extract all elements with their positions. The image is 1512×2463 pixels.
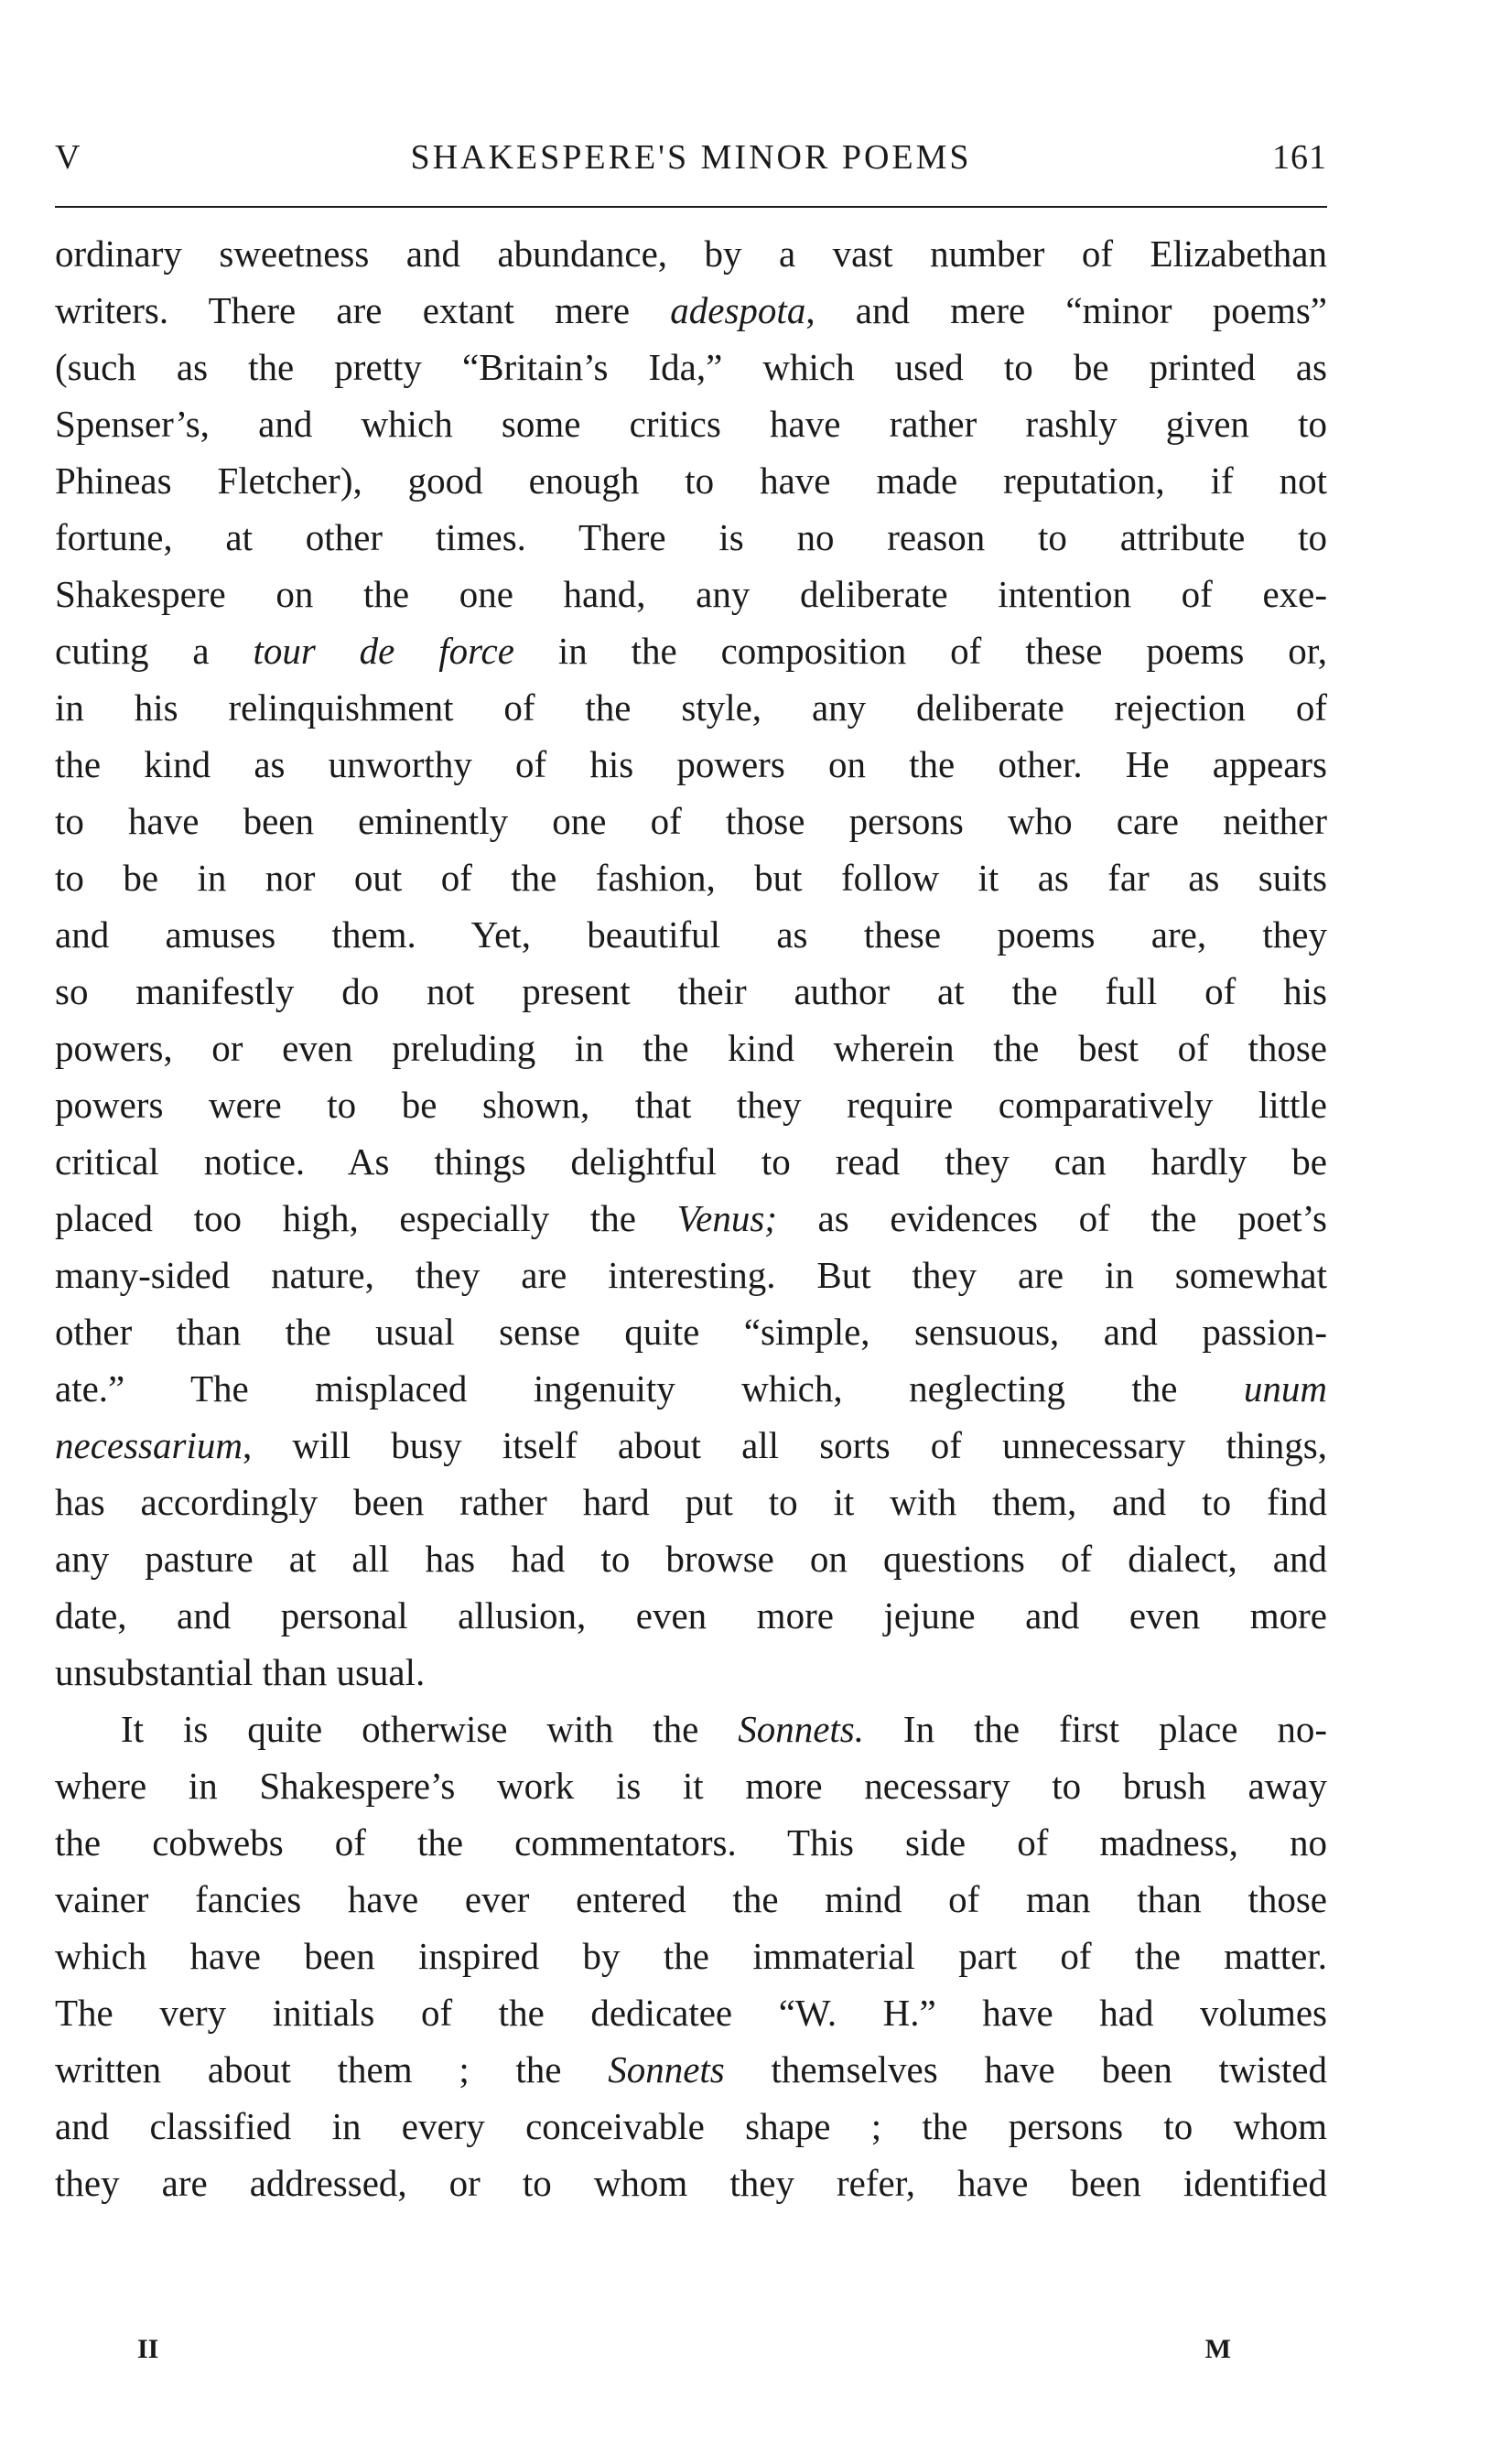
text-line: [55, 736, 1327, 793]
text-line: [55, 1474, 1327, 1530]
italic-phrase: Sonnets.: [738, 1708, 865, 1750]
text-line: [55, 395, 1327, 452]
text-run: , and mere “minor poems”: [805, 289, 1328, 331]
text-run: other than the usual sense quite “simple, sensuous, and passion-: [55, 1311, 1327, 1353]
text-line: [55, 1644, 1327, 1701]
book-page: [55, 0, 1327, 2463]
text-line: [55, 1417, 1327, 1474]
text-run: fortune, at other times. There is no reason to attribute to: [55, 516, 1327, 558]
text-run: the cobwebs of the commentators. This side of madness, no: [55, 1821, 1327, 1863]
text-line: [55, 679, 1327, 736]
page-number: 161: [1272, 138, 1327, 177]
text-line: [55, 1984, 1327, 2041]
text-line: [55, 2098, 1327, 2155]
text-line: [55, 1303, 1327, 1360]
italic-phrase: Sonnets: [608, 2048, 725, 2090]
text-run: vainer fancies have ever entered the mind of man than those: [55, 1878, 1327, 1920]
text-run: placed too high, especially the: [55, 1197, 677, 1239]
text-run: unsubstantial than usual.: [55, 1651, 426, 1693]
text-run: writers. There are extant mere: [55, 289, 671, 331]
text-line: [55, 1133, 1327, 1190]
text-line: [55, 1076, 1327, 1133]
text-line: [55, 1701, 1327, 1757]
text-run: many-sided nature, they are interesting. But they are in somewhat: [55, 1254, 1327, 1296]
text-run: and classified in every conceivable shape ; the persons to whom: [55, 2105, 1327, 2147]
text-run: to have been eminently one of those persons who care neither: [55, 800, 1327, 842]
text-run: as evidences of the poet’s: [776, 1197, 1327, 1239]
text-line: [55, 339, 1327, 395]
signature-mark-right: M: [1204, 2334, 1231, 2364]
text-run: any pasture at all has had to browse on questions of dialect, and: [55, 1538, 1327, 1580]
text-line: [55, 1360, 1327, 1417]
italic-phrase: tour de force: [253, 630, 514, 672]
text-line: [55, 1757, 1327, 1814]
text-run: to be in nor out of the fashion, but follow it as far as suits: [55, 857, 1327, 899]
chapter-number: V: [55, 138, 83, 177]
italic-phrase: adespota: [670, 289, 806, 331]
text-line: [55, 282, 1327, 339]
text-line: [55, 1530, 1327, 1587]
text-line: [55, 225, 1327, 282]
text-run: Spenser’s, and which some critics have rather rashly given to: [55, 403, 1327, 445]
text-line: [55, 1928, 1327, 1984]
text-line: [55, 1587, 1327, 1644]
text-run: in his relinquishment of the style, any deliberate rejection of: [55, 686, 1327, 729]
text-line: [55, 1020, 1327, 1076]
running-title: SHAKESPERE'S MINOR POEMS: [410, 138, 972, 177]
text-run: The very initials of the dedicatee “W. H.” have had volumes: [55, 1992, 1327, 2034]
text-line: [55, 2155, 1327, 2211]
text-line: [55, 1871, 1327, 1928]
text-run: It is quite otherwise with the: [121, 1708, 739, 1750]
text-run: powers, or even preluding in the kind wherein the best of those: [55, 1027, 1327, 1069]
text-run: the kind as unworthy of his powers on the other. He appears: [55, 743, 1327, 785]
text-run: powers were to be shown, that they require comparatively little: [55, 1084, 1327, 1126]
text-run: Shakespere on the one hand, any deliberate intention of exe-: [55, 573, 1327, 615]
text-run: has accordingly been rather hard put to it with them, and to find: [55, 1481, 1327, 1523]
text-run: date, and personal allusion, even more jejune and even more: [55, 1594, 1327, 1637]
page-footer: [55, 2334, 1327, 2371]
text-run: critical notice. As things delightful to read they can hardly be: [55, 1140, 1327, 1183]
signature-mark-left: II: [137, 2334, 159, 2364]
header-rule: [55, 206, 1327, 208]
text-run: ate.” The misplaced ingenuity which, neglecting the: [55, 1367, 1244, 1410]
text-run: themselves have been twisted: [724, 2048, 1327, 2090]
italic-phrase: Venus;: [676, 1197, 777, 1239]
text-line: [55, 1247, 1327, 1303]
body-text: [55, 225, 1327, 2211]
text-line: [55, 963, 1327, 1020]
text-run: (such as the pretty “Britain’s Ida,” which used to be printed as: [55, 346, 1327, 388]
text-run: which have been inspired by the immaterial part of the matter.: [55, 1935, 1327, 1977]
text-line: [55, 793, 1327, 849]
running-head: [55, 137, 1327, 181]
text-line: [55, 509, 1327, 566]
text-line: [55, 452, 1327, 509]
text-run: written about them ; the: [55, 2048, 609, 2090]
text-run: so manifestly do not present their author at the full of his: [55, 970, 1327, 1012]
text-line: [55, 1190, 1327, 1247]
text-run: ordinary sweetness and abundance, by a vast number of Elizabethan: [55, 232, 1327, 275]
italic-phrase: unum: [1243, 1367, 1327, 1410]
text-line: [55, 622, 1327, 679]
text-run: in the composition of these poems or,: [513, 630, 1328, 672]
text-run: , will busy itself about all sorts of unnecessary things,: [242, 1424, 1327, 1466]
text-run: In the first place no-: [864, 1708, 1327, 1750]
italic-phrase: necessarium: [55, 1424, 243, 1466]
text-line: [55, 566, 1327, 622]
text-run: Phineas Fletcher), good enough to have made reputation, if not: [55, 459, 1327, 502]
text-line: [55, 1814, 1327, 1871]
text-run: they are addressed, or to whom they refer, have been identified: [55, 2162, 1327, 2204]
text-run: and amuses them. Yet, beautiful as these poems are, they: [55, 913, 1327, 956]
text-line: [55, 2041, 1327, 2098]
text-line: [55, 849, 1327, 906]
text-run: where in Shakespere’s work is it more necessary to brush away: [55, 1765, 1327, 1807]
text-run: cuting a: [55, 630, 254, 672]
text-line: [55, 906, 1327, 963]
